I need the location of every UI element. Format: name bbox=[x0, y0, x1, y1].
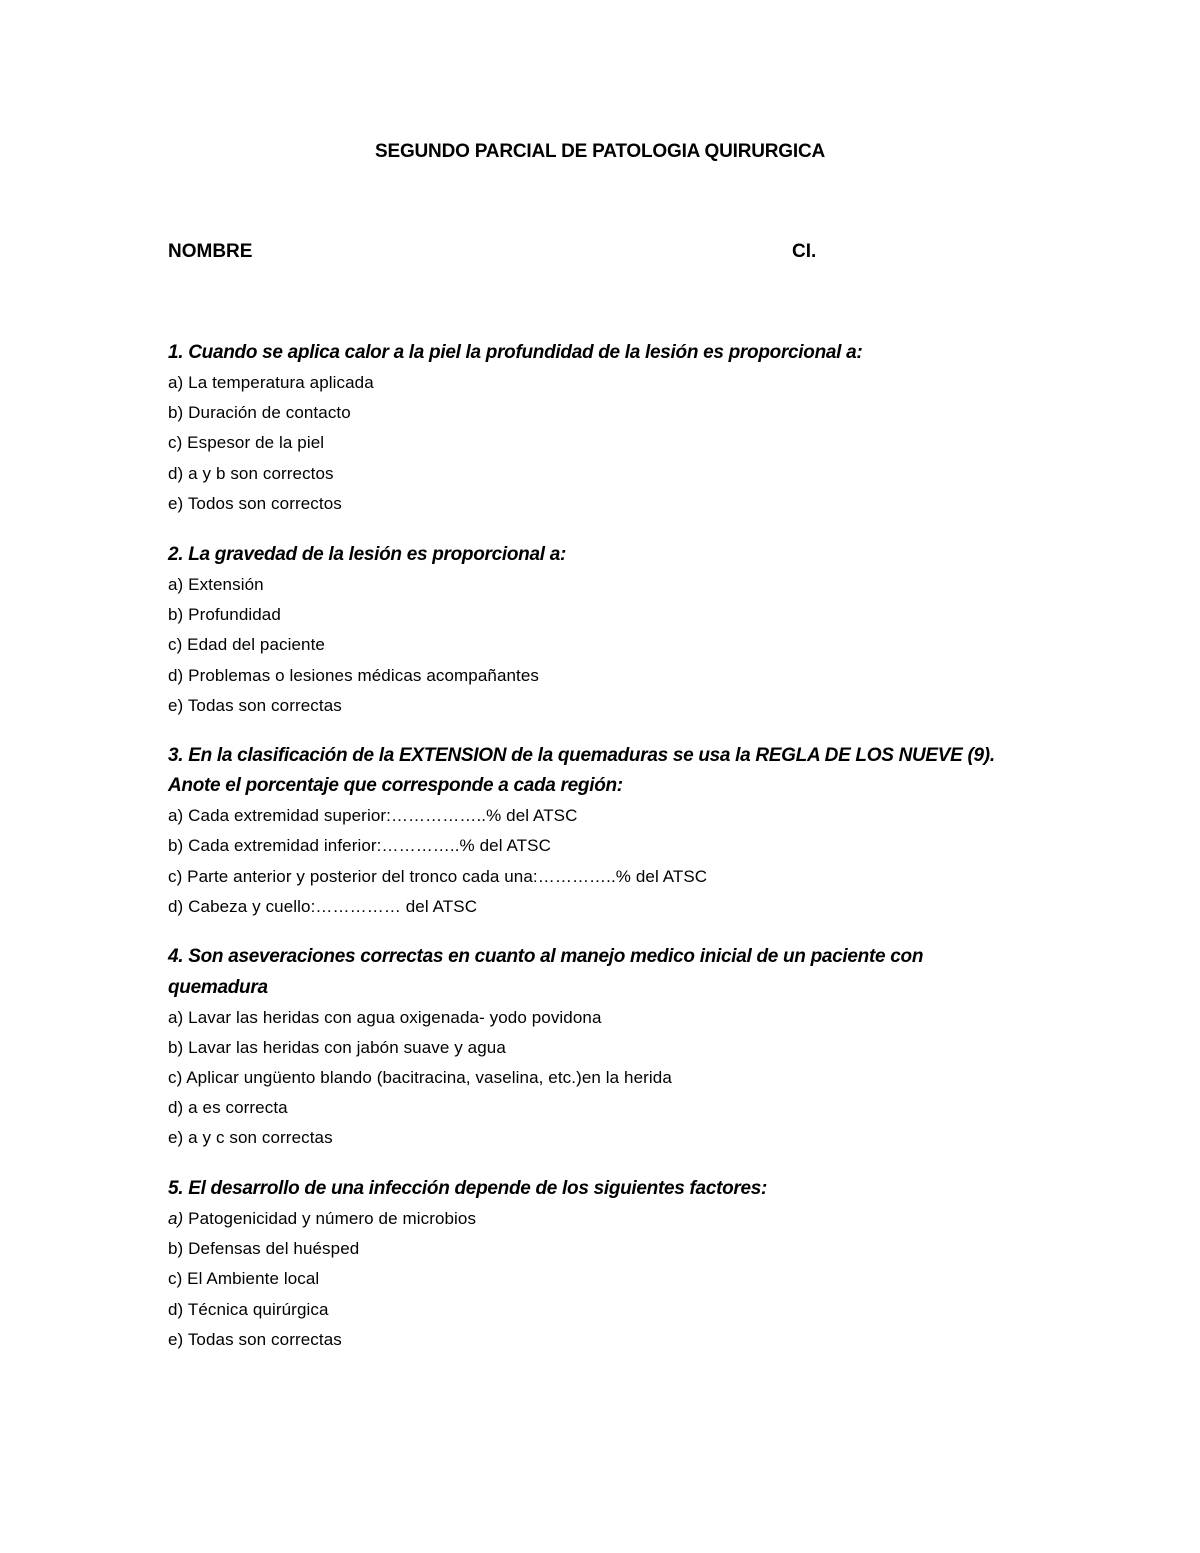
question-3-option-a: a) Cada extremidad superior:……………..% del ATSC bbox=[168, 806, 578, 825]
question-1-heading: 1. Cuando se aplica calor a la piel la profundidad de la lesión es proporcional a: bbox=[168, 342, 863, 363]
page-title: SEGUNDO PARCIAL DE PATOLOGIA QUIRURGICA bbox=[375, 141, 825, 162]
question-5-option-b: b) Defensas del huésped bbox=[168, 1239, 360, 1258]
name-label: NOMBRE bbox=[168, 241, 253, 262]
question-3-option-d: d) Cabeza y cuello:…………… del ATSC bbox=[168, 897, 478, 916]
question-3-heading-line-2: Anote el porcentaje que corresponde a cada región: bbox=[168, 775, 623, 796]
question-2-option-a: a) Extensión bbox=[168, 575, 264, 594]
question-1-option-a: a) La temperatura aplicada bbox=[168, 373, 374, 392]
ci-label: CI. bbox=[792, 241, 817, 262]
question-4-option-e: e) a y c son correctas bbox=[168, 1128, 333, 1147]
question-2-option-c: c) Edad del paciente bbox=[168, 635, 325, 654]
question-4-option-b: b) Lavar las heridas con jabón suave y agua bbox=[168, 1038, 506, 1057]
question-5-option-e: e) Todas son correctas bbox=[168, 1330, 342, 1349]
question-3-option-c: c) Parte anterior y posterior del tronco cada una:…………..% del ATSC bbox=[168, 867, 708, 886]
question-2-option-e: e) Todas son correctas bbox=[168, 696, 342, 715]
question-5-option-d: d) Técnica quirúrgica bbox=[168, 1300, 329, 1319]
question-2-option-d: d) Problemas o lesiones médicas acompañantes bbox=[168, 666, 540, 685]
question-1-option-e: e) Todos son correctos bbox=[168, 494, 342, 513]
question-4-heading-line-2: quemadura bbox=[168, 977, 268, 998]
question-4-heading: 4. Son aseveraciones correctas en cuanto al manejo medico inicial de un paciente con bbox=[168, 946, 924, 967]
question-4-option-c: c) Aplicar ungüento blando (bacitracina, vaselina, etc.)en la herida bbox=[168, 1068, 672, 1087]
question-5-heading: 5. El desarrollo de una infección depende de los siguientes factores: bbox=[168, 1178, 768, 1199]
question-1-option-c: c) Espesor de la piel bbox=[168, 433, 325, 452]
question-5-option-a-text: Patogenicidad y número de microbios bbox=[188, 1209, 477, 1228]
question-5-option-a-letter: a) bbox=[168, 1209, 184, 1228]
question-5-option-c: c) El Ambiente local bbox=[168, 1269, 320, 1288]
question-4-option-a: a) Lavar las heridas con agua oxigenada- yodo povidona bbox=[168, 1008, 602, 1027]
question-2-option-b: b) Profundidad bbox=[168, 605, 281, 624]
question-1-option-d: d) a y b son correctos bbox=[168, 464, 334, 483]
question-3-option-b: b) Cada extremidad inferior:…………..% del ATSC bbox=[168, 836, 551, 855]
question-5-option-a bbox=[168, 1209, 476, 1229]
question-4-option-d: d) a es correcta bbox=[168, 1098, 288, 1117]
question-1-option-b: b) Duración de contacto bbox=[168, 403, 351, 422]
question-2-heading: 2. La gravedad de la lesión es proporcional a: bbox=[168, 544, 566, 565]
question-3-heading: 3. En la clasificación de la EXTENSION de la quemaduras se usa la REGLA DE LOS NUEVE (9). bbox=[168, 745, 995, 766]
